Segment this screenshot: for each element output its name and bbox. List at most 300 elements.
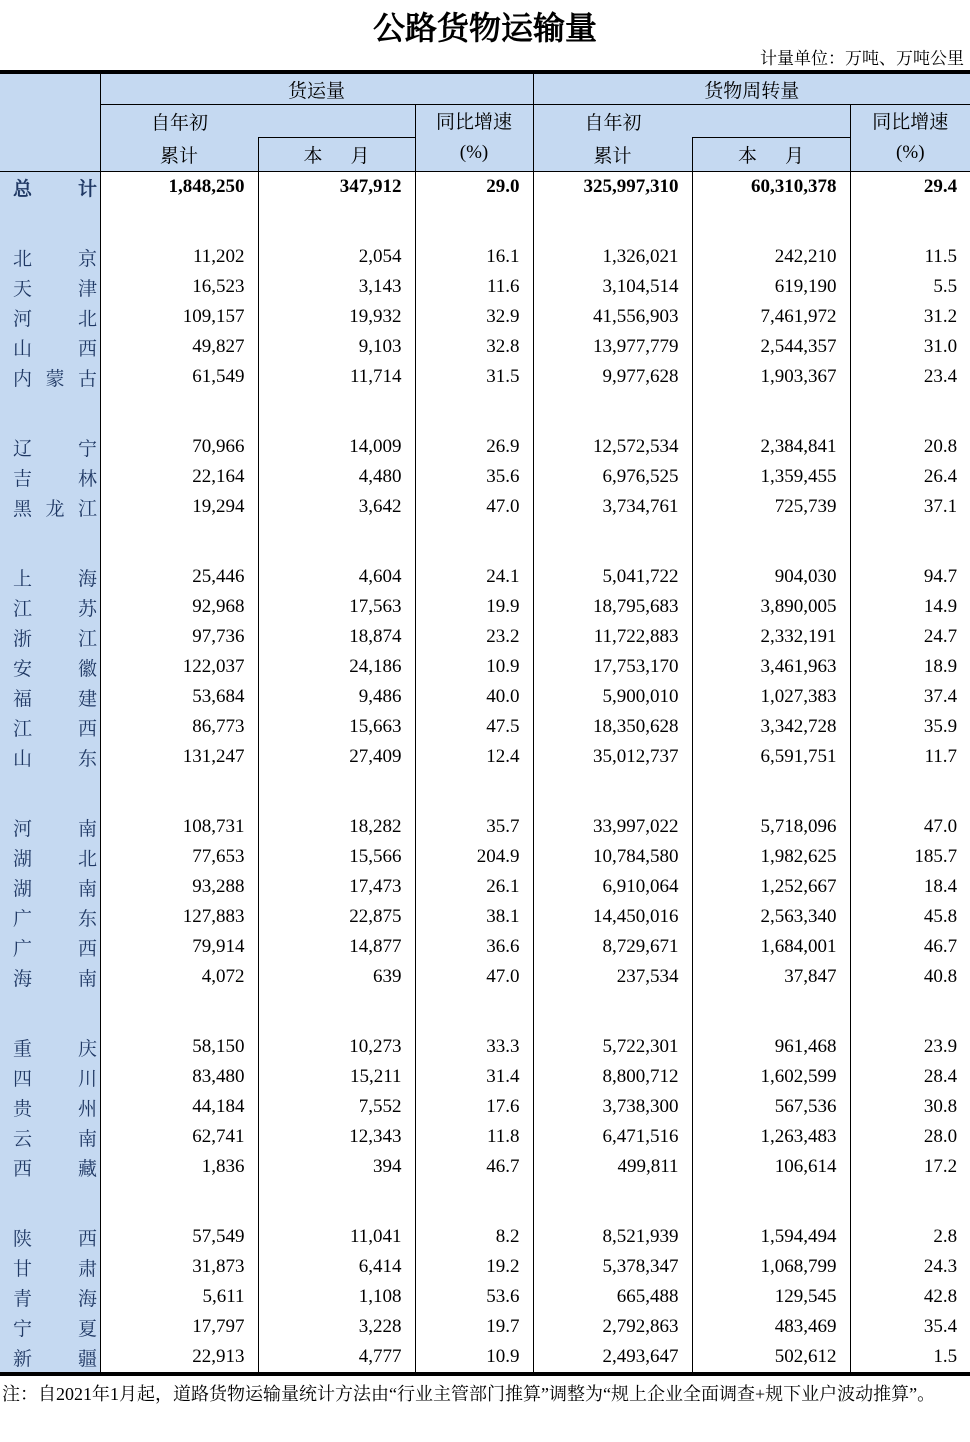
value-cell: 35.7 — [415, 812, 533, 842]
value-cell: 1,594,494 — [692, 1222, 850, 1252]
value-cell — [258, 992, 415, 1032]
value-cell: 28.4 — [850, 1062, 970, 1092]
value-cell: 47.5 — [415, 712, 533, 742]
since-year-start-label: 自年初 — [584, 112, 642, 134]
region-label: 江苏 — [0, 592, 100, 622]
header-cumulative-2b: 累计 — [533, 138, 692, 172]
value-cell: 6,414 — [258, 1252, 415, 1282]
value-cell: 47.0 — [415, 492, 533, 522]
value-cell: 42.8 — [850, 1282, 970, 1312]
value-cell — [850, 522, 970, 562]
value-cell: 22,875 — [258, 902, 415, 932]
region-label — [0, 772, 100, 812]
value-cell — [692, 202, 850, 242]
value-cell — [100, 992, 258, 1032]
table-row — [0, 962, 970, 992]
value-cell: 2,544,357 — [692, 332, 850, 362]
value-cell: 16,523 — [192, 276, 245, 297]
value-cell: 4,072 — [201, 966, 245, 987]
value-cell: 24.7 — [850, 622, 970, 652]
value-cell: 31.2 — [850, 302, 970, 332]
value-cell: 93,288 — [192, 876, 245, 897]
value-cell — [100, 522, 258, 562]
value-cell: 237,534 — [533, 962, 692, 992]
value-cell — [415, 522, 533, 562]
value-cell: 31,873 — [192, 1256, 245, 1277]
value-cell — [415, 992, 533, 1032]
spacer-row — [0, 392, 970, 432]
table-row — [0, 1312, 970, 1342]
value-cell: 92,968 — [192, 596, 245, 617]
region-label: 四川 — [0, 1062, 100, 1092]
value-cell: 5,900,010 — [533, 682, 692, 712]
value-cell: 3,342,728 — [692, 712, 850, 742]
value-cell: 35,012,737 — [533, 742, 692, 772]
value-cell: 8,521,939 — [533, 1222, 692, 1252]
value-cell: 8.2 — [415, 1222, 533, 1252]
header-freight-volume: 货运量 — [100, 72, 533, 105]
value-cell: 35.4 — [850, 1312, 970, 1342]
value-cell: 31.0 — [850, 332, 970, 362]
value-cell: 35.6 — [415, 462, 533, 492]
value-cell — [850, 202, 970, 242]
value-cell: 30.8 — [850, 1092, 970, 1122]
value-cell: 16.1 — [415, 242, 533, 272]
value-cell: 17,753,170 — [533, 652, 692, 682]
freight-table — [0, 70, 970, 1376]
value-cell: 18,795,683 — [533, 592, 692, 622]
value-cell: 31.5 — [415, 362, 533, 392]
table-row — [0, 1342, 970, 1374]
value-cell: 49,827 — [192, 336, 245, 357]
value-cell: 29.0 — [415, 172, 533, 203]
value-cell: 62,741 — [192, 1126, 245, 1147]
value-cell — [415, 392, 533, 432]
value-cell: 53.6 — [415, 1282, 533, 1312]
table-row — [0, 492, 970, 522]
value-cell: 1,108 — [258, 1282, 415, 1312]
table-row — [0, 682, 970, 712]
value-cell: 11.5 — [850, 242, 970, 272]
region-label: 辽宁 — [0, 432, 100, 462]
header-cumulative-1b: 累计 — [100, 138, 258, 172]
value-cell: 5,041,722 — [533, 562, 692, 592]
value-cell: 106,614 — [692, 1152, 850, 1182]
spacer-row — [0, 522, 970, 562]
value-cell: 131,247 — [182, 746, 245, 767]
unit-label: 计量单位：万吨、万吨公里 — [760, 49, 964, 68]
region-label — [0, 992, 100, 1032]
value-cell: 127,883 — [182, 906, 245, 927]
value-cell: 11,041 — [258, 1222, 415, 1252]
value-cell: 2,384,841 — [692, 432, 850, 462]
table-row — [0, 712, 970, 742]
value-cell: 19.9 — [415, 592, 533, 622]
value-cell: 483,469 — [692, 1312, 850, 1342]
value-cell: 3,104,514 — [533, 272, 692, 302]
value-cell: 11,722,883 — [533, 622, 692, 652]
value-cell — [100, 1182, 258, 1222]
spacer-row — [0, 202, 970, 242]
value-cell: 12,572,534 — [533, 432, 692, 462]
value-cell: 24,186 — [258, 652, 415, 682]
value-cell — [850, 392, 970, 432]
value-cell: 6,471,516 — [533, 1122, 692, 1152]
value-cell: 19.2 — [415, 1252, 533, 1282]
value-cell: 2,563,340 — [692, 902, 850, 932]
value-cell: 9,977,628 — [533, 362, 692, 392]
footnote: 注：自2021年1月起，道路货物运输量统计方法由“行业主管部门推算”调整为“规上企业全面调查+规下业户波动推算”。 — [2, 1384, 936, 1404]
value-cell: 4,777 — [258, 1342, 415, 1374]
value-cell: 33,997,022 — [533, 812, 692, 842]
value-cell: 17,473 — [258, 872, 415, 902]
region-label: 新疆 — [0, 1342, 100, 1374]
value-cell: 1,326,021 — [533, 242, 692, 272]
value-cell: 567,536 — [692, 1092, 850, 1122]
region-label: 广西 — [0, 932, 100, 962]
value-cell: 725,739 — [692, 492, 850, 522]
value-cell: 19.7 — [415, 1312, 533, 1342]
value-cell: 3,461,963 — [692, 652, 850, 682]
value-cell: 17,797 — [192, 1316, 245, 1337]
region-label: 贵州 — [0, 1092, 100, 1122]
table-header — [0, 72, 970, 172]
table-row — [0, 622, 970, 652]
value-cell: 1,684,001 — [692, 932, 850, 962]
region-label: 海南 — [0, 962, 100, 992]
table-row — [0, 1092, 970, 1122]
value-cell: 14.9 — [850, 592, 970, 622]
value-cell: 60,310,378 — [692, 172, 850, 203]
value-cell: 17,563 — [258, 592, 415, 622]
value-cell: 1,263,483 — [692, 1122, 850, 1152]
value-cell: 32.9 — [415, 302, 533, 332]
value-cell: 9,486 — [258, 682, 415, 712]
value-cell: 12.4 — [415, 742, 533, 772]
value-cell: 26.1 — [415, 872, 533, 902]
table-row — [0, 302, 970, 332]
value-cell — [258, 392, 415, 432]
region-label: 云南 — [0, 1122, 100, 1152]
value-cell: 24.1 — [415, 562, 533, 592]
value-cell: 1,027,383 — [692, 682, 850, 712]
region-label: 上海 — [0, 562, 100, 592]
value-cell: 37.4 — [850, 682, 970, 712]
value-cell: 15,211 — [258, 1062, 415, 1092]
value-cell: 8,729,671 — [533, 932, 692, 962]
table-row — [0, 842, 970, 872]
value-cell: 10,273 — [258, 1032, 415, 1062]
value-cell: 11.8 — [415, 1122, 533, 1152]
table-row — [0, 462, 970, 492]
value-cell: 83,480 — [192, 1066, 245, 1087]
value-cell: 2.8 — [850, 1222, 970, 1252]
header-cumulative-2a — [533, 105, 850, 138]
table-row — [0, 332, 970, 362]
value-cell: 40.8 — [850, 962, 970, 992]
value-cell: 122,037 — [182, 656, 245, 677]
table-row — [0, 242, 970, 272]
value-cell: 242,210 — [692, 242, 850, 272]
value-cell: 18.4 — [850, 872, 970, 902]
region-label: 宁夏 — [0, 1312, 100, 1342]
value-cell: 12,343 — [258, 1122, 415, 1152]
table-row — [0, 652, 970, 682]
spacer-row — [0, 772, 970, 812]
group-header-row — [0, 72, 970, 105]
value-cell — [692, 392, 850, 432]
region-label: 安徽 — [0, 652, 100, 682]
spacer-row — [0, 1182, 970, 1222]
value-cell — [258, 202, 415, 242]
value-cell: 17.6 — [415, 1092, 533, 1122]
value-cell — [533, 772, 692, 812]
value-cell: 665,488 — [533, 1282, 692, 1312]
value-cell: 325,997,310 — [533, 172, 692, 203]
value-cell: 46.7 — [415, 1152, 533, 1182]
value-cell: 41,556,903 — [533, 302, 692, 332]
value-cell: 394 — [258, 1152, 415, 1182]
value-cell — [692, 1182, 850, 1222]
table-row — [0, 1122, 970, 1152]
value-cell: 18.9 — [850, 652, 970, 682]
value-cell: 7,552 — [258, 1092, 415, 1122]
value-cell: 20.8 — [850, 432, 970, 462]
value-cell: 23.9 — [850, 1032, 970, 1062]
yoy-unit-label: (%) — [459, 142, 489, 163]
yoy-unit-label: (%) — [896, 142, 925, 163]
value-cell: 1,903,367 — [692, 362, 850, 392]
value-cell: 2,332,191 — [692, 622, 850, 652]
value-cell: 11,714 — [258, 362, 415, 392]
value-cell: 8,800,712 — [533, 1062, 692, 1092]
value-cell: 35.9 — [850, 712, 970, 742]
value-cell: 19,294 — [192, 496, 245, 517]
region-label: 甘肃 — [0, 1252, 100, 1282]
value-cell: 2,054 — [258, 242, 415, 272]
value-cell — [258, 1182, 415, 1222]
value-cell: 3,143 — [258, 272, 415, 302]
value-cell: 1,252,667 — [692, 872, 850, 902]
header-yoy-2 — [850, 105, 970, 172]
table-row — [0, 1282, 970, 1312]
region-label: 西藏 — [0, 1152, 100, 1182]
value-cell: 5.5 — [850, 272, 970, 302]
sub-header-row-1 — [0, 105, 970, 138]
value-cell: 6,591,751 — [692, 742, 850, 772]
value-cell: 17.2 — [850, 1152, 970, 1182]
value-cell: 3,738,300 — [533, 1092, 692, 1122]
region-label: 湖北 — [0, 842, 100, 872]
region-label: 河北 — [0, 302, 100, 332]
value-cell: 15,566 — [258, 842, 415, 872]
region-label — [0, 522, 100, 562]
value-cell: 26.9 — [415, 432, 533, 462]
value-cell — [100, 772, 258, 812]
value-cell — [533, 202, 692, 242]
yoy-growth-label: 同比增速 — [872, 112, 949, 133]
table-row — [0, 742, 970, 772]
value-cell — [533, 522, 692, 562]
value-cell — [100, 392, 258, 432]
region-label — [0, 392, 100, 432]
value-cell: 3,228 — [258, 1312, 415, 1342]
value-cell: 18,874 — [258, 622, 415, 652]
value-cell: 347,912 — [258, 172, 415, 203]
value-cell: 22,164 — [192, 466, 245, 487]
value-cell: 3,734,761 — [533, 492, 692, 522]
value-cell: 1,848,250 — [168, 176, 245, 197]
value-cell — [258, 522, 415, 562]
value-cell: 9,103 — [258, 332, 415, 362]
value-cell: 77,653 — [192, 846, 245, 867]
value-cell: 4,480 — [258, 462, 415, 492]
value-cell: 2,792,863 — [533, 1312, 692, 1342]
table-row — [0, 1152, 970, 1182]
value-cell: 46.7 — [850, 932, 970, 962]
value-cell: 44,184 — [192, 1096, 245, 1117]
value-cell: 3,890,005 — [692, 592, 850, 622]
value-cell: 28.0 — [850, 1122, 970, 1152]
value-cell: 15,663 — [258, 712, 415, 742]
value-cell: 129,545 — [692, 1282, 850, 1312]
table-row — [0, 812, 970, 842]
header-cumulative-1a — [100, 105, 415, 138]
value-cell: 6,910,064 — [533, 872, 692, 902]
region-label: 山西 — [0, 332, 100, 362]
value-cell: 79,914 — [192, 936, 245, 957]
region-label: 湖南 — [0, 872, 100, 902]
value-cell: 31.4 — [415, 1062, 533, 1092]
value-cell: 27,409 — [258, 742, 415, 772]
table-row — [0, 1062, 970, 1092]
since-year-start-label: 自年初 — [150, 112, 208, 134]
value-cell: 1.5 — [850, 1342, 970, 1374]
table-row — [0, 172, 970, 203]
value-cell: 3,642 — [258, 492, 415, 522]
value-cell — [100, 202, 258, 242]
table-body — [0, 172, 970, 1375]
table-row — [0, 592, 970, 622]
value-cell: 25,446 — [192, 566, 245, 587]
value-cell — [533, 992, 692, 1032]
value-cell — [415, 772, 533, 812]
table-row — [0, 272, 970, 302]
header-month-1 — [258, 138, 415, 172]
table-row — [0, 362, 970, 392]
region-label: 青海 — [0, 1282, 100, 1312]
value-cell: 14,450,016 — [533, 902, 692, 932]
yoy-growth-label: 同比增速 — [436, 112, 513, 133]
current-month-label: 本月 — [303, 146, 370, 167]
current-month-label: 本月 — [738, 146, 805, 167]
value-cell: 619,190 — [692, 272, 850, 302]
value-cell: 37.1 — [850, 492, 970, 522]
value-cell: 1,982,625 — [692, 842, 850, 872]
table-row — [0, 902, 970, 932]
region-label — [0, 1182, 100, 1222]
header-yoy-1 — [415, 105, 533, 172]
spacer-row — [0, 992, 970, 1032]
value-cell: 26.4 — [850, 462, 970, 492]
value-cell: 10.9 — [415, 1342, 533, 1374]
value-cell — [415, 202, 533, 242]
value-cell: 5,378,347 — [533, 1252, 692, 1282]
region-label — [0, 202, 100, 242]
value-cell: 11.7 — [850, 742, 970, 772]
value-cell — [850, 1182, 970, 1222]
region-label: 吉林 — [0, 462, 100, 492]
value-cell: 639 — [258, 962, 415, 992]
region-label: 河南 — [0, 812, 100, 842]
value-cell: 109,157 — [182, 306, 245, 327]
value-cell: 33.3 — [415, 1032, 533, 1062]
value-cell — [692, 772, 850, 812]
value-cell: 19,932 — [258, 302, 415, 332]
value-cell: 502,612 — [692, 1342, 850, 1374]
value-cell: 47.0 — [415, 962, 533, 992]
value-cell: 23.4 — [850, 362, 970, 392]
region-label: 浙江 — [0, 622, 100, 652]
region-label: 北京 — [0, 242, 100, 272]
value-cell — [692, 992, 850, 1032]
table-row — [0, 932, 970, 962]
value-cell: 185.7 — [850, 842, 970, 872]
value-cell: 10.9 — [415, 652, 533, 682]
value-cell: 18,282 — [258, 812, 415, 842]
region-label: 总计 — [0, 172, 100, 203]
region-label: 陕西 — [0, 1222, 100, 1252]
value-cell: 97,736 — [192, 626, 245, 647]
value-cell: 38.1 — [415, 902, 533, 932]
value-cell: 53,684 — [192, 686, 245, 707]
value-cell: 11,202 — [192, 246, 245, 267]
value-cell: 86,773 — [192, 716, 245, 737]
region-label: 天津 — [0, 272, 100, 302]
value-cell: 204.9 — [415, 842, 533, 872]
value-cell: 22,913 — [192, 1346, 245, 1367]
value-cell: 29.4 — [850, 172, 970, 203]
header-freight-turnover: 货物周转量 — [533, 72, 970, 105]
value-cell: 10,784,580 — [533, 842, 692, 872]
table-row — [0, 1252, 970, 1282]
value-cell — [415, 1182, 533, 1222]
table-row — [0, 432, 970, 462]
page-title: 公路货物运输量 — [372, 10, 597, 46]
value-cell: 61,549 — [192, 366, 245, 387]
value-cell: 13,977,779 — [533, 332, 692, 362]
value-cell: 1,836 — [201, 1156, 245, 1177]
value-cell: 499,811 — [533, 1152, 692, 1182]
value-cell: 58,150 — [192, 1036, 245, 1057]
value-cell — [258, 772, 415, 812]
value-cell — [692, 522, 850, 562]
value-cell: 14,009 — [258, 432, 415, 462]
table-row — [0, 1032, 970, 1062]
region-label: 重庆 — [0, 1032, 100, 1062]
value-cell: 5,611 — [202, 1286, 245, 1307]
value-cell: 37,847 — [692, 962, 850, 992]
value-cell: 961,468 — [692, 1032, 850, 1062]
value-cell: 1,359,455 — [692, 462, 850, 492]
value-cell: 14,877 — [258, 932, 415, 962]
value-cell: 23.2 — [415, 622, 533, 652]
value-cell: 32.8 — [415, 332, 533, 362]
value-cell: 7,461,972 — [692, 302, 850, 332]
value-cell: 57,549 — [192, 1226, 245, 1247]
value-cell: 40.0 — [415, 682, 533, 712]
value-cell: 5,718,096 — [692, 812, 850, 842]
